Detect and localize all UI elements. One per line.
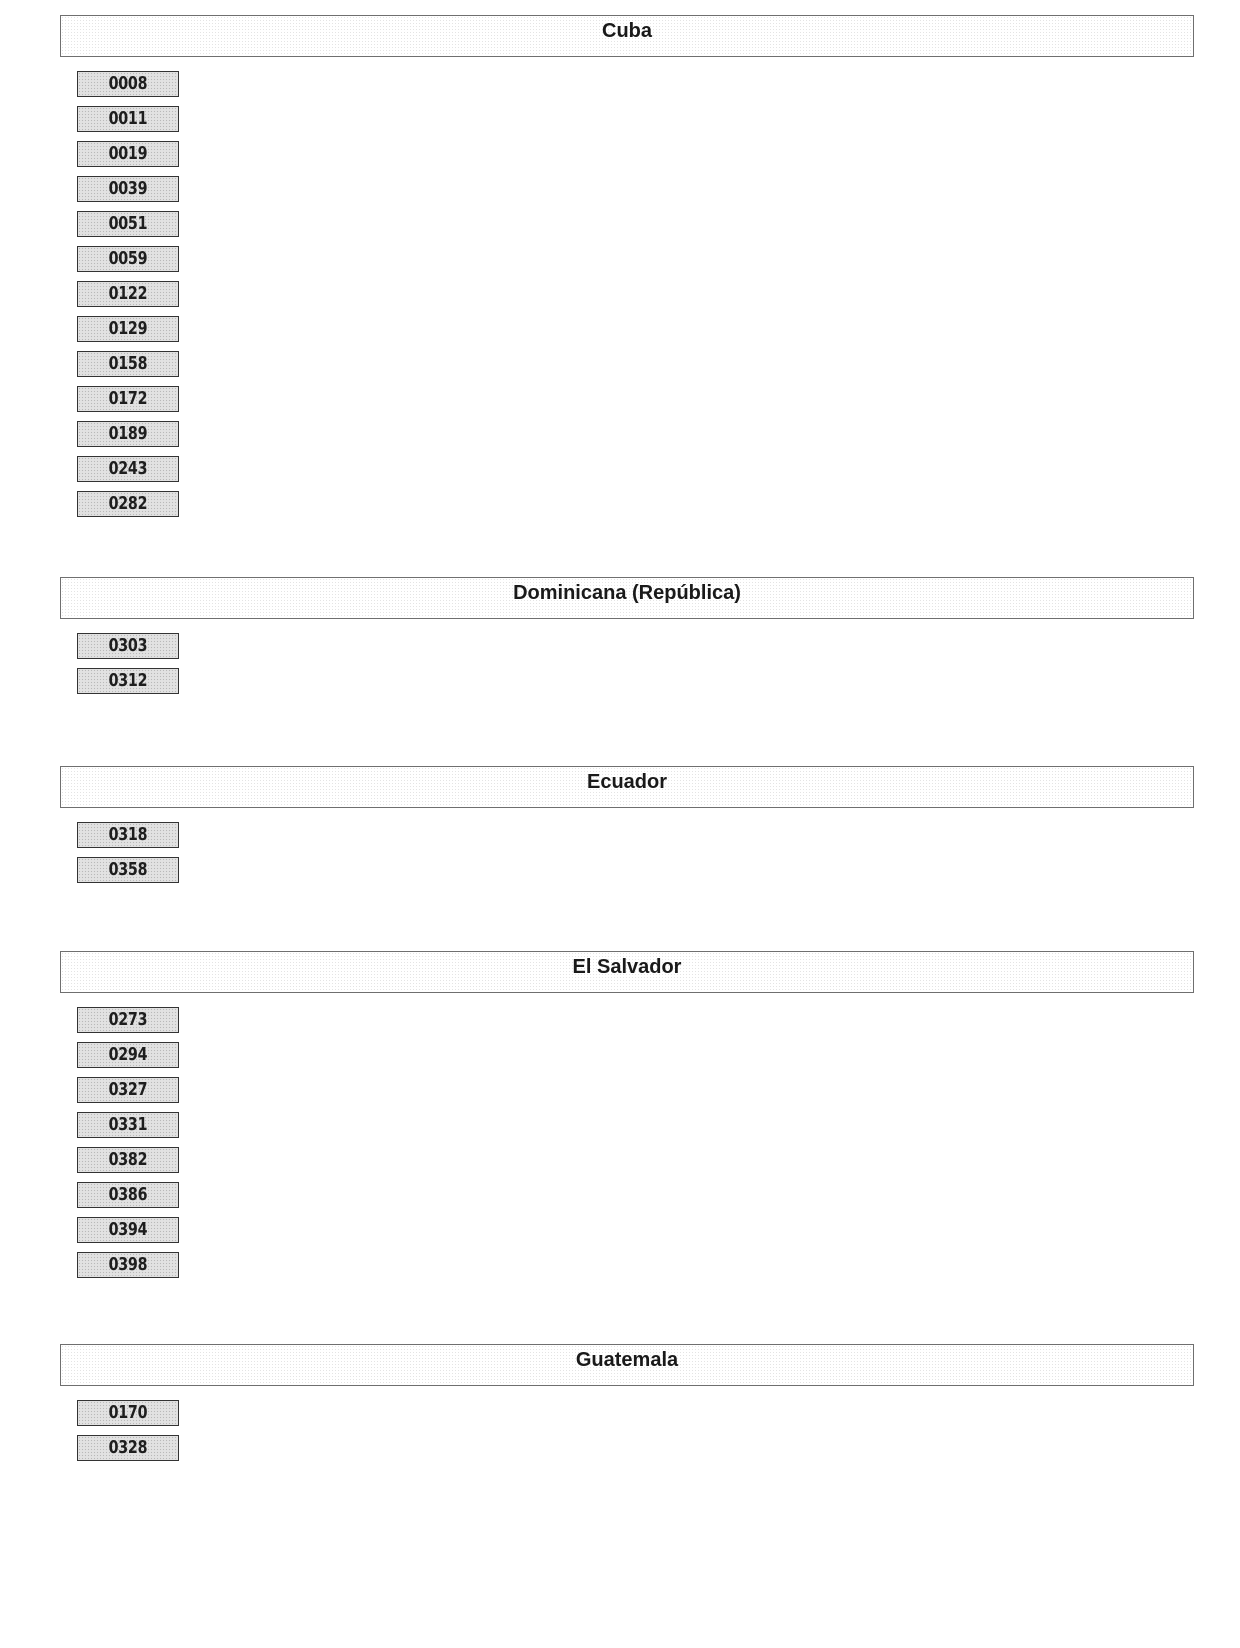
code-box: 0294 — [77, 1042, 179, 1068]
code-box: 0011 — [77, 106, 179, 132]
code-box: 0051 — [77, 211, 179, 237]
code-box: 0273 — [77, 1007, 179, 1033]
code-box: 0386 — [77, 1182, 179, 1208]
country-header: Dominicana (República) — [60, 577, 1194, 619]
code-box: 0039 — [77, 176, 179, 202]
country-header: Ecuador — [60, 766, 1194, 808]
code-box: 0019 — [77, 141, 179, 167]
code-box: 0008 — [77, 71, 179, 97]
code-box: 0189 — [77, 421, 179, 447]
code-list — [77, 71, 179, 526]
code-list — [77, 822, 179, 892]
code-box: 0331 — [77, 1112, 179, 1138]
code-list — [77, 1400, 179, 1470]
code-box: 0129 — [77, 316, 179, 342]
code-box: 0328 — [77, 1435, 179, 1461]
code-box: 0327 — [77, 1077, 179, 1103]
country-header: Guatemala — [60, 1344, 1194, 1386]
code-box: 0158 — [77, 351, 179, 377]
country-header: El Salvador — [60, 951, 1194, 993]
code-box: 0059 — [77, 246, 179, 272]
code-box: 0243 — [77, 456, 179, 482]
code-box: 0394 — [77, 1217, 179, 1243]
code-list — [77, 633, 179, 703]
code-box: 0382 — [77, 1147, 179, 1173]
code-box: 0122 — [77, 281, 179, 307]
code-box: 0172 — [77, 386, 179, 412]
code-box: 0318 — [77, 822, 179, 848]
code-box: 0282 — [77, 491, 179, 517]
code-list — [77, 1007, 179, 1287]
code-box: 0358 — [77, 857, 179, 883]
code-box: 0398 — [77, 1252, 179, 1278]
code-box: 0170 — [77, 1400, 179, 1426]
code-box: 0303 — [77, 633, 179, 659]
code-box: 0312 — [77, 668, 179, 694]
country-header: Cuba — [60, 15, 1194, 57]
